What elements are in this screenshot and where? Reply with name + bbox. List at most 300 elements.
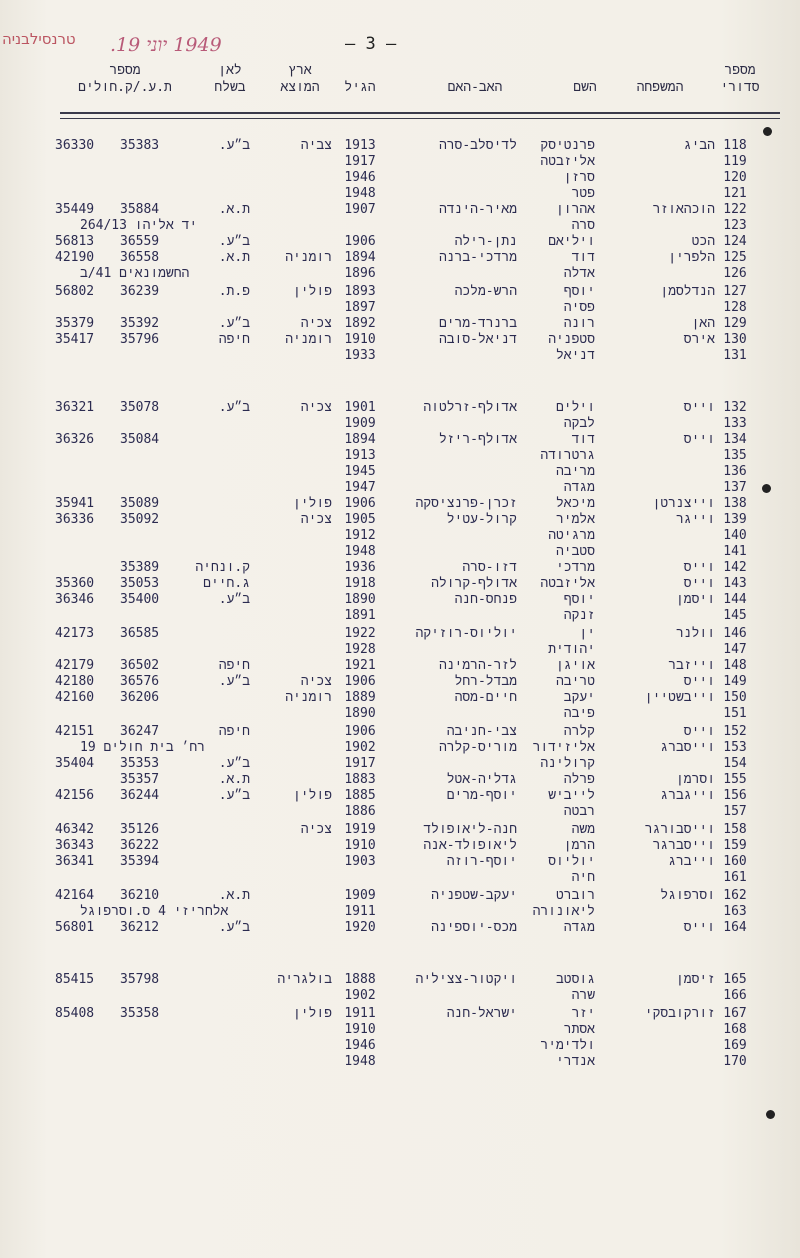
birth-year: 1910 — [344, 332, 376, 347]
family-name: וייס — [683, 560, 715, 575]
origin-country: צכיה — [300, 400, 332, 415]
serial-number: 168 — [723, 1022, 747, 1037]
table-row — [0, 723, 800, 740]
first-name: מיכאל — [555, 496, 595, 511]
family-name: וייגר — [675, 512, 715, 527]
first-name: רונה — [563, 316, 595, 331]
first-name: אדלה — [563, 266, 595, 281]
first-name: סטפניה — [548, 332, 595, 347]
id-number: 36585 — [120, 626, 160, 641]
id-number: 36244 — [120, 788, 160, 803]
parents-names: זכרן-פרנציסקה — [415, 496, 517, 511]
birth-year: 1890 — [344, 592, 376, 607]
serial-number: 131 — [723, 348, 747, 363]
id-number: 35796 — [120, 332, 160, 347]
id-number: 35089 — [120, 496, 160, 511]
id-number: 35383 — [120, 138, 160, 153]
first-name: משה — [571, 822, 595, 837]
header-parents: האב-האם — [447, 80, 503, 95]
header-dest: לאן בשלח — [214, 63, 246, 95]
origin-country: צביה — [300, 138, 332, 153]
origin-country: פולין — [292, 788, 332, 803]
first-name: יזר — [571, 1006, 595, 1021]
table-row — [0, 527, 800, 544]
id-number: 35084 — [120, 432, 160, 447]
birth-year: 1928 — [344, 642, 376, 657]
table-row — [0, 739, 800, 756]
birth-year: 1946 — [344, 170, 376, 185]
serial-number: 137 — [723, 480, 747, 495]
serial-number: 160 — [723, 854, 747, 869]
birth-year: 1894 — [344, 432, 376, 447]
birth-year: 1905 — [344, 512, 376, 527]
parents-names: אדולף-קרולה — [431, 576, 517, 591]
table-row — [0, 1037, 800, 1054]
table-row — [0, 705, 800, 722]
serial-number: 149 — [723, 674, 747, 689]
birth-year: 1921 — [344, 658, 376, 673]
parents-names: מאיר-הינדה — [438, 202, 517, 217]
family-name: הביג — [683, 138, 715, 153]
serial-number: 147 — [723, 642, 747, 657]
serial-number: 157 — [723, 804, 747, 819]
first-name: אסתר — [563, 1022, 595, 1037]
origin-country: פולין — [292, 284, 332, 299]
family-name: וייסברג — [660, 740, 715, 755]
serial-number: 129 — [723, 316, 747, 331]
birth-year: 1910 — [344, 838, 376, 853]
first-name: ליאונורה — [532, 904, 595, 919]
origin-country: צכיה — [300, 316, 332, 331]
table-row — [0, 153, 800, 170]
clinic-number: 42179 — [55, 658, 95, 673]
region-stamp: טרנסילבניה — [2, 30, 76, 48]
id-number: 36222 — [120, 838, 160, 853]
id-number: 36502 — [120, 658, 160, 673]
table-row — [0, 559, 800, 576]
table-row — [0, 673, 800, 690]
clinic-number: 56813 — [55, 234, 95, 249]
birth-year: 1886 — [344, 804, 376, 819]
header-family: המשפחה — [636, 80, 684, 95]
clinic-number: 42164 — [55, 888, 95, 903]
table-row — [0, 903, 800, 920]
first-name: יוליוס — [548, 854, 595, 869]
birth-year: 1920 — [344, 920, 376, 935]
origin-country: צכיה — [300, 822, 332, 837]
serial-number: 125 — [723, 250, 747, 265]
destination: ב״ע. — [218, 674, 250, 689]
clinic-number: 85415 — [55, 972, 95, 987]
birth-year: 1946 — [344, 1038, 376, 1053]
first-name: גרטרודה — [540, 448, 595, 463]
family-name: הלפרין — [668, 250, 715, 265]
first-name: פיבה — [563, 706, 595, 721]
serial-number: 161 — [723, 870, 747, 885]
serial-number: 120 — [723, 170, 747, 185]
serial-number: 166 — [723, 988, 747, 1003]
header-country: ארץ המוצא — [280, 63, 320, 95]
destination: ב״ע. — [218, 234, 250, 249]
origin-country: רומניה — [285, 690, 332, 705]
destination: חיפה — [218, 658, 250, 673]
table-row — [0, 233, 800, 250]
parents-names: יוסף-רוזה — [446, 854, 517, 869]
first-name: לבקה — [563, 416, 595, 431]
serial-number: 136 — [723, 464, 747, 479]
parents-names: חנה-ליאופולד — [423, 822, 517, 837]
first-name: טריבה — [555, 674, 595, 689]
table-row — [0, 217, 800, 234]
table-row — [0, 431, 800, 448]
family-name: האן — [691, 316, 715, 331]
first-name: אויגן — [555, 658, 595, 673]
birth-year: 1888 — [344, 972, 376, 987]
first-name: אליזבטה — [540, 576, 595, 591]
serial-number: 122 — [723, 202, 747, 217]
serial-number: 156 — [723, 788, 747, 803]
first-name: מגדה — [563, 920, 595, 935]
table-row — [0, 771, 800, 788]
handwritten-date: 1949 יוני 19. — [110, 34, 222, 56]
table-row — [0, 249, 800, 266]
family-name: ויסמן — [675, 592, 715, 607]
origin-country: רומניה — [285, 332, 332, 347]
birth-year: 1902 — [344, 988, 376, 1003]
serial-number: 165 — [723, 972, 747, 987]
table-row — [0, 399, 800, 416]
serial-number: 127 — [723, 284, 747, 299]
birth-year: 1883 — [344, 772, 376, 787]
parents-names: גדליה-אטל — [446, 772, 517, 787]
birth-year: 1919 — [344, 822, 376, 837]
birth-year: 1948 — [344, 186, 376, 201]
id-number: 36206 — [120, 690, 160, 705]
birth-year: 1933 — [344, 348, 376, 363]
family-name: וייצנרטן — [652, 496, 715, 511]
parents-names: מוריס-קלרה — [438, 740, 517, 755]
parents-names: לזר-הרמינה — [438, 658, 517, 673]
table-row — [0, 657, 800, 674]
birth-year: 1918 — [344, 576, 376, 591]
first-name: קלרה — [563, 724, 595, 739]
parents-names: קרול-עטיל — [446, 512, 517, 527]
id-number: 35400 — [120, 592, 160, 607]
id-number: 36559 — [120, 234, 160, 249]
table-row — [0, 853, 800, 870]
table-row — [0, 463, 800, 480]
birth-year: 1922 — [344, 626, 376, 641]
serial-number: 123 — [723, 218, 747, 233]
birth-year: 1893 — [344, 284, 376, 299]
clinic-number: 85408 — [55, 1006, 95, 1021]
id-number: 35389 — [120, 560, 160, 575]
birth-year: 1897 — [344, 300, 376, 315]
first-name: פרנטיסק — [540, 138, 595, 153]
table-row — [0, 755, 800, 772]
destination: ת.א. — [218, 888, 250, 903]
header-first: השם — [573, 80, 597, 95]
birth-year: 1901 — [344, 400, 376, 415]
table-row — [0, 971, 800, 988]
first-name: אליזידור — [532, 740, 595, 755]
id-number: 36576 — [120, 674, 160, 689]
table-row — [0, 591, 800, 608]
first-name: דניאל — [555, 348, 595, 363]
table-row — [0, 787, 800, 804]
parents-names: לדיסלב-סרה — [438, 138, 517, 153]
clinic-number: 35941 — [55, 496, 95, 511]
serial-number: 143 — [723, 576, 747, 591]
family-name: הוכהאוזר — [652, 202, 715, 217]
parents-names: דזו-סרה — [462, 560, 517, 575]
serial-number: 118 — [723, 138, 747, 153]
header-numbers: מספר ת.ע./ק.חולים — [78, 63, 172, 95]
birth-year: 1911 — [344, 904, 376, 919]
birth-year: 1910 — [344, 1022, 376, 1037]
table-row — [0, 331, 800, 348]
birth-year: 1917 — [344, 756, 376, 771]
destination: ג.חיים — [203, 576, 250, 591]
destination: ב״ע. — [218, 138, 250, 153]
id-number: 36212 — [120, 920, 160, 935]
serial-number: 167 — [723, 1006, 747, 1021]
serial-number: 133 — [723, 416, 747, 431]
table-row — [0, 625, 800, 642]
parents-names: דניאל-סובה — [438, 332, 517, 347]
table-row — [0, 1005, 800, 1022]
destination: ב״ע. — [218, 316, 250, 331]
serial-number: 124 — [723, 234, 747, 249]
birth-year: 1909 — [344, 416, 376, 431]
origin-country: בולגריה — [277, 972, 332, 987]
table-row — [0, 137, 800, 154]
first-name: יוסף — [563, 592, 595, 607]
serial-number: 162 — [723, 888, 747, 903]
birth-year: 1912 — [344, 528, 376, 543]
birth-year: 1906 — [344, 496, 376, 511]
birth-year: 1885 — [344, 788, 376, 803]
destination: ב״ע. — [218, 920, 250, 935]
first-name: פרלה — [563, 772, 595, 787]
first-name: דוד — [571, 250, 595, 265]
destination: ב״ע. — [218, 592, 250, 607]
birth-year: 1945 — [344, 464, 376, 479]
family-name: וייזבר — [668, 658, 715, 673]
parents-names: יעקב-שטפניה — [431, 888, 517, 903]
clinic-number: 42151 — [55, 724, 95, 739]
serial-number: 150 — [723, 690, 747, 705]
header-rule — [60, 112, 780, 114]
clinic-number: 36343 — [55, 838, 95, 853]
family-name: וייסברגר — [652, 838, 715, 853]
serial-number: 132 — [723, 400, 747, 415]
table-row — [0, 495, 800, 512]
clinic-number: 46342 — [55, 822, 95, 837]
table-row — [0, 869, 800, 886]
destination: חיפה — [218, 332, 250, 347]
table-row — [0, 543, 800, 560]
serial-number: 121 — [723, 186, 747, 201]
birth-year: 1906 — [344, 724, 376, 739]
birth-year: 1902 — [344, 740, 376, 755]
destination: ק.ונחיה — [195, 560, 250, 575]
clinic-number: 35417 — [55, 332, 95, 347]
birth-year: 1911 — [344, 1006, 376, 1021]
table-row — [0, 185, 800, 202]
first-name: סרזן — [563, 170, 595, 185]
birth-year: 1907 — [344, 202, 376, 217]
first-name: זנקה — [563, 608, 595, 623]
destination: ב״ע. — [218, 756, 250, 771]
table-row — [0, 201, 800, 218]
first-name: מרגיטה — [548, 528, 595, 543]
clinic-number: 56802 — [55, 284, 95, 299]
clinic-number: 36330 — [55, 138, 95, 153]
table-row — [0, 607, 800, 624]
serial-number: 128 — [723, 300, 747, 315]
first-name: רוברט — [555, 888, 595, 903]
clinic-number: 35449 — [55, 202, 95, 217]
first-name: אלמיר — [555, 512, 595, 527]
serial-number: 163 — [723, 904, 747, 919]
header-year: הגיל — [344, 80, 376, 95]
serial-number: 169 — [723, 1038, 747, 1053]
parents-names: ויקטור-צציליה — [415, 972, 517, 987]
first-name: יוסף — [563, 284, 595, 299]
parents-names: מבדל-רחל — [454, 674, 517, 689]
first-name: יעקב — [563, 690, 595, 705]
id-number: 35092 — [120, 512, 160, 527]
clinic-number: 36326 — [55, 432, 95, 447]
parents-names: ישראל-חנה — [446, 1006, 517, 1021]
id-number: 35078 — [120, 400, 160, 415]
id-number: 36558 — [120, 250, 160, 265]
serial-number: 146 — [723, 626, 747, 641]
serial-number: 159 — [723, 838, 747, 853]
clinic-number: 35360 — [55, 576, 95, 591]
serial-number: 134 — [723, 432, 747, 447]
family-name: וייס — [683, 400, 715, 415]
table-row — [0, 987, 800, 1004]
destination: ב״ע. — [218, 788, 250, 803]
id-number: 35053 — [120, 576, 160, 591]
serial-number: 148 — [723, 658, 747, 673]
parents-names: חיים-מסה — [454, 690, 517, 705]
header-serial: מספר סדורי — [720, 63, 760, 95]
serial-number: 144 — [723, 592, 747, 607]
birth-year: 1906 — [344, 234, 376, 249]
destination: ת.א. — [218, 250, 250, 265]
family-name: הכט — [691, 234, 715, 249]
clinic-number: 35404 — [55, 756, 95, 771]
clinic-number: 56801 — [55, 920, 95, 935]
table-row — [0, 315, 800, 332]
clinic-number: 42156 — [55, 788, 95, 803]
table-row — [0, 347, 800, 364]
family-name: וסרמן — [675, 772, 715, 787]
table-row — [0, 415, 800, 432]
family-name: וייס — [683, 432, 715, 447]
serial-number: 170 — [723, 1054, 747, 1069]
address-note: יד אליהו 264/13 — [80, 218, 198, 233]
origin-country: רומניה — [285, 250, 332, 265]
first-name: חיה — [571, 870, 595, 885]
first-name: הרמן — [563, 838, 595, 853]
punch-mark — [766, 1110, 775, 1119]
serial-number: 145 — [723, 608, 747, 623]
serial-number: 151 — [723, 706, 747, 721]
table-row — [0, 299, 800, 316]
family-name: וייברג — [668, 854, 715, 869]
serial-number: 141 — [723, 544, 747, 559]
origin-country: צכיה — [300, 512, 332, 527]
serial-number: 126 — [723, 266, 747, 281]
serial-number: 135 — [723, 448, 747, 463]
table-row — [0, 887, 800, 904]
serial-number: 154 — [723, 756, 747, 771]
birth-year: 1896 — [344, 266, 376, 281]
serial-number: 164 — [723, 920, 747, 935]
destination: ב״ע. — [218, 400, 250, 415]
birth-year: 1891 — [344, 608, 376, 623]
family-name: וייסבורגר — [644, 822, 715, 837]
table-row — [0, 919, 800, 936]
table-row — [0, 169, 800, 186]
destination: ת.א. — [218, 202, 250, 217]
family-name: וייס — [683, 674, 715, 689]
first-name: פטר — [571, 186, 595, 201]
first-name: מרדכי — [555, 560, 595, 575]
id-number: 35884 — [120, 202, 160, 217]
first-name: קרולינה — [540, 756, 595, 771]
destination: ת.א. — [218, 772, 250, 787]
serial-number: 155 — [723, 772, 747, 787]
table-row — [0, 821, 800, 838]
birth-year: 1917 — [344, 154, 376, 169]
clinic-number: 36336 — [55, 512, 95, 527]
clinic-number: 35379 — [55, 316, 95, 331]
origin-country: פולין — [292, 496, 332, 511]
parents-names: הרש-מלכה — [454, 284, 517, 299]
family-name: וייס — [683, 576, 715, 591]
id-number: 36239 — [120, 284, 160, 299]
parents-names: יוסף-מרים — [446, 788, 517, 803]
first-name: ין — [579, 626, 595, 641]
first-name: גוסטב — [555, 972, 595, 987]
family-name: וסרפוגל — [660, 888, 715, 903]
first-name: יהודית — [548, 642, 595, 657]
id-number: 35394 — [120, 854, 160, 869]
punch-mark — [763, 127, 772, 136]
first-name: מגדה — [563, 480, 595, 495]
serial-number: 158 — [723, 822, 747, 837]
table-row — [0, 511, 800, 528]
birth-year: 1948 — [344, 544, 376, 559]
birth-year: 1936 — [344, 560, 376, 575]
parents-names: אדולף-זרלטוה — [423, 400, 517, 415]
family-name: אירס — [683, 332, 715, 347]
clinic-number: 36321 — [55, 400, 95, 415]
serial-number: 119 — [723, 154, 747, 169]
first-name: אהרון — [555, 202, 595, 217]
serial-number: 130 — [723, 332, 747, 347]
birth-year: 1903 — [344, 854, 376, 869]
family-name: וייס — [683, 920, 715, 935]
parents-names: אדולף-ריזל — [438, 432, 517, 447]
clinic-number: 42190 — [55, 250, 95, 265]
table-row — [0, 265, 800, 282]
